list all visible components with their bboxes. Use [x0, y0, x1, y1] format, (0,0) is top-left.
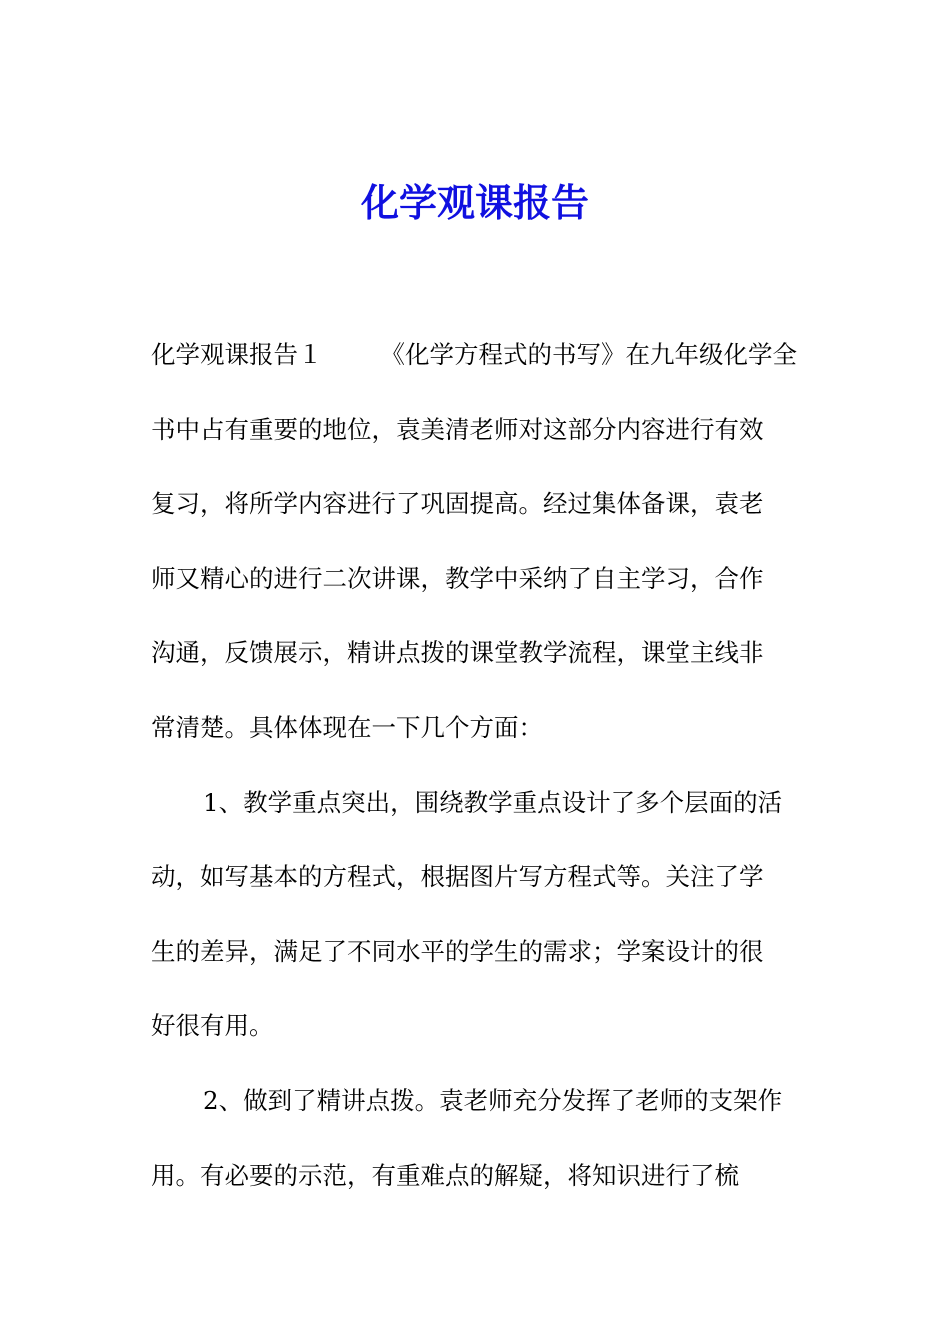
text-line: 用。有必要的示范，有重难点的解疑，将知识进行了梳: [151, 1160, 739, 1190]
paragraph-3: [151, 1064, 811, 1213]
text-line: 好很有用。: [151, 1011, 274, 1041]
text-line: 动，如写基本的方程式，根据图片写方程式等。关注了学: [151, 862, 764, 892]
text-line: 书中占有重要的地位，袁美清老师对这部分内容进行有效: [151, 414, 764, 444]
paragraph-2: [151, 766, 811, 1064]
document-body: [151, 318, 811, 1213]
text-line: 2、做到了精讲点拨。袁老师充分发挥了老师的支架作: [203, 1085, 783, 1115]
text-line: 生的差异，满足了不同水平的学生的需求；学案设计的很: [151, 936, 764, 966]
text-line: 沟通，反馈展示，精讲点拨的课堂教学流程，课堂主线非: [151, 638, 764, 668]
text-line: 1、教学重点突出，围绕教学重点设计了多个层面的活: [203, 787, 783, 817]
report-heading: 化学观课报告１: [151, 340, 323, 369]
text-line: 复习，将所学内容进行了巩固提高。经过集体备课，袁老: [151, 489, 764, 519]
document-title: 化学观课报告: [360, 180, 589, 225]
text-line: 师又精心的进行二次讲课，教学中采纳了自主学习，合作: [151, 563, 764, 593]
text-line: 常清楚。具体体现在一下几个方面：: [151, 712, 543, 742]
text-line: 化学观课报告１ 《化学方程式的书写》在九年级化学全: [151, 340, 797, 369]
paragraph-1: [151, 318, 811, 766]
